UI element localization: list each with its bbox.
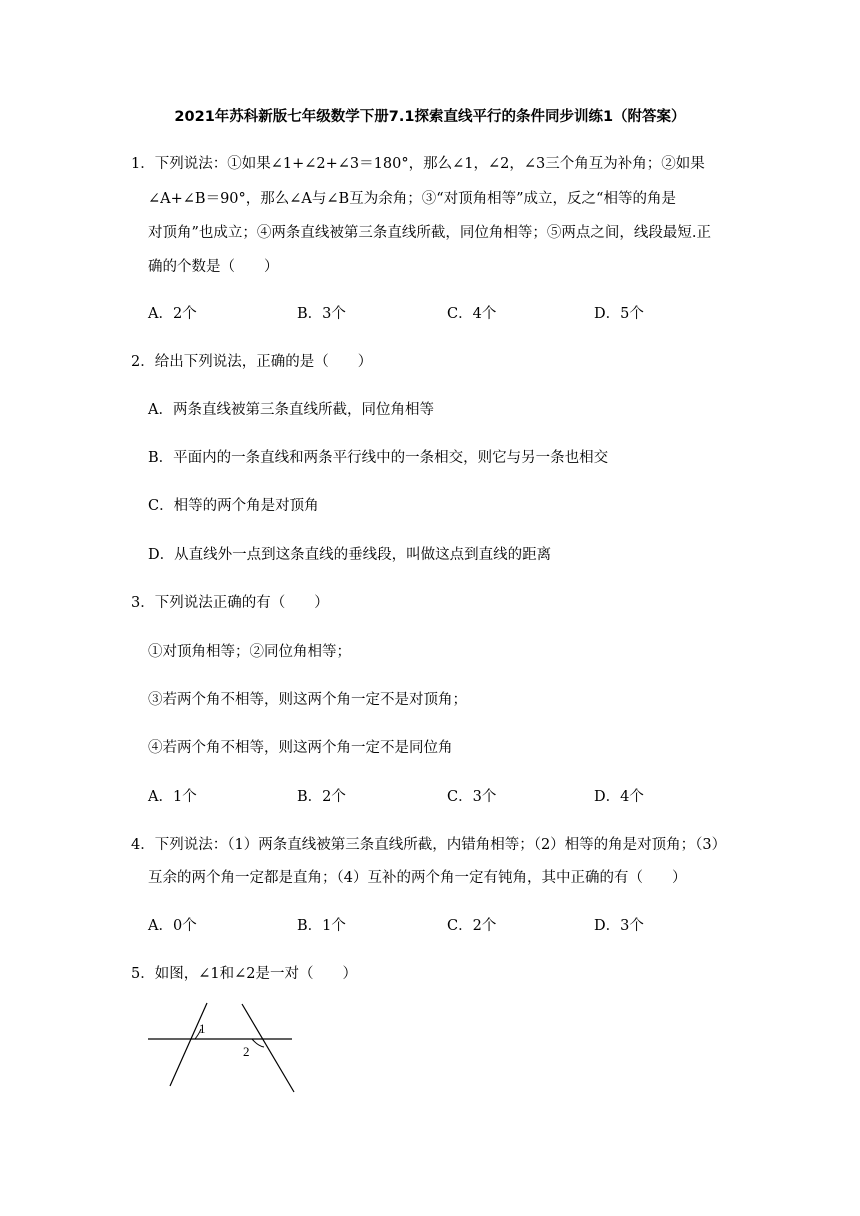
transversal-right bbox=[242, 1004, 294, 1092]
q4-option-d: D．3个 bbox=[594, 918, 644, 934]
transversal-left bbox=[170, 1003, 207, 1086]
q4-option-b: B．1个 bbox=[297, 918, 346, 934]
q3-option-a: A．1个 bbox=[148, 789, 197, 805]
q4-option-c: C．2个 bbox=[447, 918, 497, 934]
q1-option-c: C．4个 bbox=[447, 306, 497, 322]
angle-1-label: 1 bbox=[199, 1021, 206, 1036]
q1-line-2: ∠A+∠B＝90°，那么∠A与∠B互为余角；③“对顶角相等”成立，反之“相等的角是 bbox=[148, 191, 676, 207]
q2-option-b: B．平面内的一条直线和两条平行线中的一条相交，则它与另一条也相交 bbox=[148, 450, 609, 466]
angle-figure bbox=[140, 1000, 310, 1100]
q4-line-1: 4．下列说法：（1）两条直线被第三条直线所截，内错角相等；（2）相等的角是对顶角；（3） bbox=[131, 837, 727, 853]
q4-option-a: A．0个 bbox=[148, 918, 197, 934]
page-title: 2021年苏科新版七年级数学下册7.1探索直线平行的条件同步训练1（附答案） bbox=[174, 109, 686, 125]
angle-2-label: 2 bbox=[243, 1044, 250, 1059]
q2-option-a: A．两条直线被第三条直线所截，同位角相等 bbox=[148, 402, 434, 418]
q2-stem: 2．给出下列说法，正确的是（ ） bbox=[131, 354, 373, 370]
q4-line-2: 互余的两个角一定都是直角；（4）互补的两个角一定有钝角，其中正确的有（ ） bbox=[148, 870, 687, 886]
q1-line-1: 1．下列说法：①如果∠1+∠2+∠3＝180°，那么∠1，∠2，∠3三个角互为补角；②如果 bbox=[131, 156, 705, 172]
q1-option-b: B．3个 bbox=[297, 306, 346, 322]
q1-line-4: 确的个数是（ ） bbox=[148, 259, 279, 275]
q3-stem: 3．下列说法正确的有（ ） bbox=[131, 595, 329, 611]
q1-option-a: A．2个 bbox=[148, 306, 197, 322]
q3-option-b: B．2个 bbox=[297, 789, 346, 805]
q5-stem: 5．如图，∠1和∠2是一对（ ） bbox=[131, 966, 357, 982]
angle-2-arc bbox=[252, 1039, 264, 1047]
q3-item-1: ①对顶角相等；②同位角相等； bbox=[148, 644, 351, 660]
q3-item-3: ④若两个角不相等，则这两个角一定不是同位角 bbox=[148, 740, 453, 756]
q2-option-c: C．相等的两个角是对顶角 bbox=[148, 498, 319, 514]
q3-option-d: D．4个 bbox=[594, 789, 644, 805]
q3-option-c: C．3个 bbox=[447, 789, 497, 805]
q1-line-3: 对顶角”也成立；④两条直线被第三条直线所截，同位角相等；⑤两点之间，线段最短.正 bbox=[148, 225, 712, 241]
q3-item-2: ③若两个角不相等，则这两个角一定不是对顶角； bbox=[148, 692, 467, 708]
q2-option-d: D．从直线外一点到这条直线的垂线段，叫做这点到直线的距离 bbox=[148, 547, 552, 563]
q1-option-d: D．5个 bbox=[594, 306, 644, 322]
